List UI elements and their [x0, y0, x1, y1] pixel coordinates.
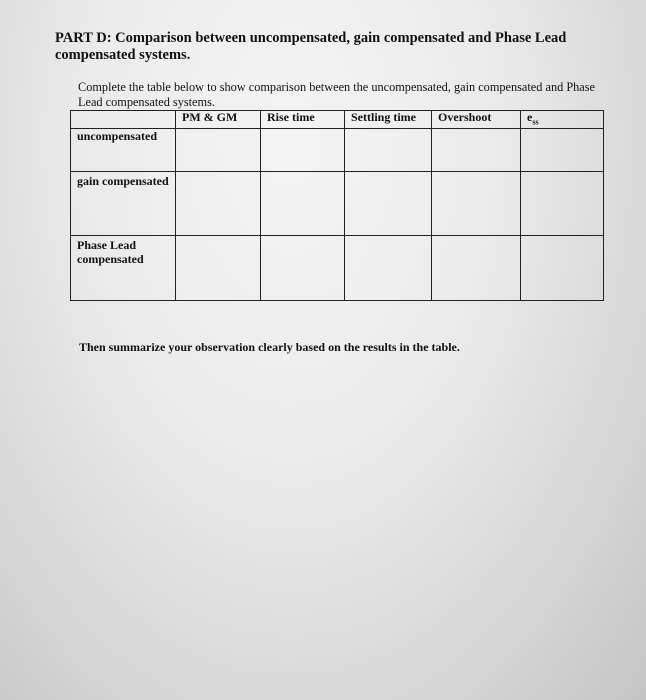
header-settling-time: Settling time	[345, 111, 432, 129]
table-row-uncompensated	[71, 129, 604, 172]
cell-ess[interactable]	[521, 172, 604, 236]
table-instruction: Complete the table below to show comparison between the uncompensated, gain compensated and Phase Lead compensated systems.	[78, 80, 596, 109]
summary-instruction: Then summarize your observation clearly based on the results in the table.	[79, 340, 460, 354]
header-overshoot: Overshoot	[432, 111, 521, 129]
cell-settling-time[interactable]	[345, 236, 432, 301]
cell-overshoot[interactable]	[432, 172, 521, 236]
cell-pm-gm[interactable]	[176, 172, 261, 236]
cell-pm-gm[interactable]	[176, 129, 261, 172]
header-ess	[521, 111, 604, 129]
cell-rise-time[interactable]	[261, 129, 345, 172]
table-row-phase-lead	[71, 236, 604, 301]
part-d-title: PART D: Comparison between uncompensated, gain compensated and Phase Lead compensated systems.	[55, 30, 567, 63]
ess-subscript: ss	[532, 117, 539, 127]
table-header-row	[71, 111, 604, 129]
cell-overshoot[interactable]	[432, 129, 521, 172]
header-blank-cell	[71, 111, 176, 129]
row-label-gain-compensated: gain compensated	[71, 172, 176, 236]
cell-ess[interactable]	[521, 129, 604, 172]
cell-rise-time[interactable]	[261, 172, 345, 236]
cell-settling-time[interactable]	[345, 129, 432, 172]
row-label-phase-lead: Phase Lead compensated	[71, 236, 176, 301]
header-pm-gm: PM & GM	[176, 111, 261, 129]
cell-overshoot[interactable]	[432, 236, 521, 301]
cell-pm-gm[interactable]	[176, 236, 261, 301]
cell-settling-time[interactable]	[345, 172, 432, 236]
ess-symbol: e	[527, 110, 533, 124]
cell-ess[interactable]	[521, 236, 604, 301]
row-label-uncompensated: uncompensated	[71, 129, 176, 172]
table-row-gain-compensated	[71, 172, 604, 236]
header-rise-time: Rise time	[261, 111, 345, 129]
cell-rise-time[interactable]	[261, 236, 345, 301]
comparison-table	[70, 110, 604, 301]
